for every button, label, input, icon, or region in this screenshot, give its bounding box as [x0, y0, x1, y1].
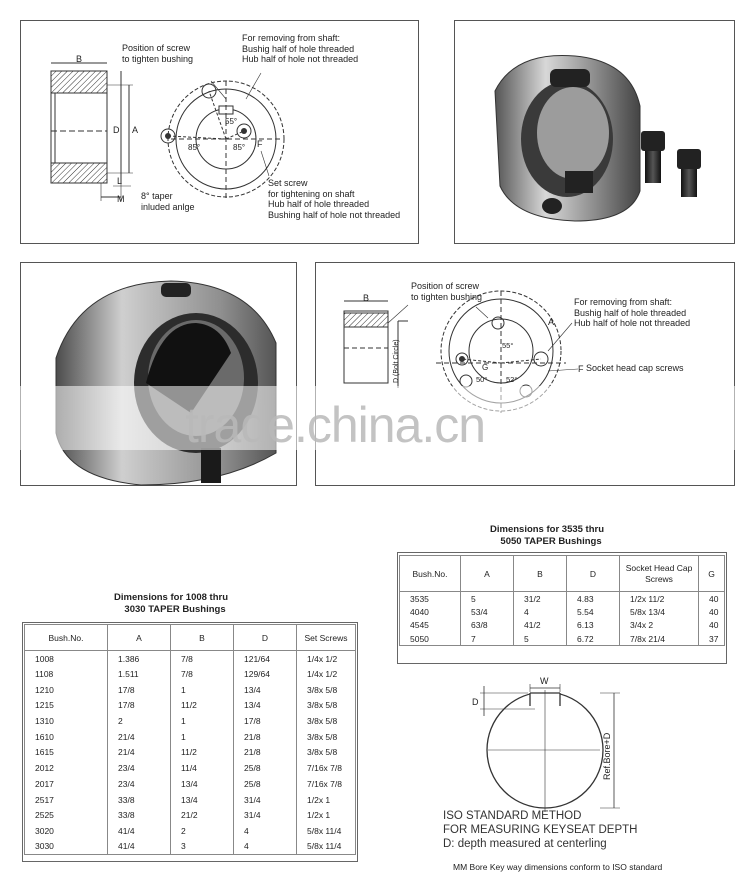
small-cell: 1/4x 1/2 [297, 666, 356, 682]
small-cell: 1/2x 1 [297, 807, 356, 823]
dim-f-label: F [257, 139, 263, 149]
large-cell: 5.54 [567, 605, 620, 619]
large-table-title-line1: Dimensions for 3535 thru [490, 524, 605, 535]
small-row [25, 713, 356, 729]
small-cell: 13/4 [234, 698, 297, 714]
small-header-b: B [171, 625, 234, 651]
keyseat-w-label: W [540, 676, 549, 686]
small-cell: 3/8x 5/8 [297, 682, 356, 698]
dim-a-label: A [132, 125, 139, 135]
small-row [25, 792, 356, 808]
removing-line1: For removing from shaft: [242, 33, 341, 43]
small-cell: 11/2 [171, 745, 234, 761]
dim-d-label: D [113, 125, 120, 135]
angle-55-label-2: 55° [502, 341, 514, 350]
small-cell: 3/8x 5/8 [297, 729, 356, 745]
large-cell: 5050 [400, 632, 461, 646]
small-cell: 13/4 [234, 682, 297, 698]
screw-position-2-line1: Position of screw [411, 281, 480, 291]
set-screw-note [268, 178, 400, 220]
large-row [400, 632, 725, 646]
small-row [25, 682, 356, 698]
small-cell: 17/8 [108, 698, 171, 714]
large-row [400, 605, 725, 619]
small-header-d: D [234, 625, 297, 651]
small-row [25, 745, 356, 761]
small-table-title [114, 592, 228, 616]
small-cell: 1/4x 1/2 [297, 651, 356, 667]
large-cell: 7/8x 21/4 [620, 632, 699, 646]
small-cell: 2517 [25, 792, 108, 808]
small-cell: 23/4 [108, 776, 171, 792]
removing-line3: Hub half of hole not threaded [242, 54, 359, 64]
large-cell: 53/4 [461, 605, 514, 619]
large-cell: 5 [461, 592, 514, 606]
small-header-screws: Set Screws [297, 625, 356, 651]
small-row [25, 760, 356, 776]
small-cell: 1 [171, 682, 234, 698]
screw-position-2-line2: to tighten bushing [411, 291, 483, 302]
angle-85-right-label: 85° [233, 143, 246, 152]
small-cell: 2012 [25, 760, 108, 776]
small-cell: 7/8 [171, 651, 234, 667]
large-cell: 5 [514, 632, 567, 646]
dim-b-label: B [76, 54, 83, 64]
bushing-photo [455, 21, 736, 245]
watermark-text: trade.china.cn [185, 397, 486, 453]
small-cell: 33/8 [108, 792, 171, 808]
small-cell: 41/4 [108, 839, 171, 855]
dim-g-label: G [482, 363, 489, 372]
small-cell: 3020 [25, 823, 108, 839]
small-header-bush: Bush.No. [25, 625, 108, 651]
small-cell: 1210 [25, 682, 108, 698]
large-cell: 37 [699, 632, 725, 646]
drawing-panel-small-bushing [20, 20, 419, 244]
small-cell: 1108 [25, 666, 108, 682]
keyseat-caption-line3: D: depth measured at centerling [443, 838, 607, 850]
small-cell: 1310 [25, 713, 108, 729]
small-cell: 1215 [25, 698, 108, 714]
large-table-title-line2: 5050 TAPER Bushings [500, 536, 602, 547]
small-cell: 21/8 [234, 745, 297, 761]
small-table-title-line1: Dimensions for 1008 thru [114, 592, 229, 603]
small-cell: 129/64 [234, 666, 297, 682]
cap-screws-note: Socket head cap screws [586, 363, 684, 373]
small-cell: 2 [171, 823, 234, 839]
small-cell: 21/4 [108, 729, 171, 745]
removing-note-2 [574, 297, 690, 329]
taper-note [141, 191, 195, 212]
small-cell: 1.511 [108, 666, 171, 682]
screw-position-note-2 [411, 281, 482, 302]
small-cell: 31/4 [234, 792, 297, 808]
small-cell: 41/4 [108, 823, 171, 839]
small-cell: 2 [108, 713, 171, 729]
small-cell: 21/8 [234, 729, 297, 745]
small-cell: 13/4 [171, 792, 234, 808]
removing-line2: Bushig half of hole threaded [242, 43, 355, 54]
small-specs-table [24, 624, 356, 855]
dim-a-label-2: A [548, 317, 555, 327]
large-header-d: D [567, 556, 620, 592]
large-cell: 6.13 [567, 619, 620, 633]
small-header-a: A [108, 625, 171, 651]
set-screw-line3: Hub half of hole threaded [268, 199, 370, 209]
small-cell: 5/8x 11/4 [297, 839, 356, 855]
small-cell: 7/8 [171, 666, 234, 682]
small-cell: 4 [234, 839, 297, 855]
set-screw-line2: for tightening on shaft [268, 188, 355, 199]
small-cell: 7/16x 7/8 [297, 760, 356, 776]
taper-line1: 8° taper [141, 191, 173, 201]
small-table-title-line2: 3030 TAPER Bushings [124, 604, 226, 615]
set-screw-line4: Bushing half of hole not threaded [268, 209, 401, 220]
large-cell: 5/8x 13/4 [620, 605, 699, 619]
large-specs-table [399, 555, 725, 646]
small-cell: 25/8 [234, 760, 297, 776]
large-cell: 4040 [400, 605, 461, 619]
small-cell: 2017 [25, 776, 108, 792]
angle-52-label: 52° [506, 375, 518, 384]
small-row [25, 651, 356, 667]
small-cell: 121/64 [234, 651, 297, 667]
angle-55-label: 55° [225, 117, 238, 126]
screw-position-line2: to tighten bushing [122, 53, 194, 64]
small-cell: 1 [171, 713, 234, 729]
small-cell: 1610 [25, 729, 108, 745]
large-header-screws: Socket Head Cap Screws [620, 556, 699, 592]
small-row [25, 698, 356, 714]
large-header-bush: Bush.No. [400, 556, 461, 592]
large-cell: 3/4x 2 [620, 619, 699, 633]
large-cell: 40 [699, 592, 725, 606]
taper-line2: inluded anlge [141, 201, 195, 212]
small-cell: 25/8 [234, 776, 297, 792]
small-cell: 21/2 [171, 807, 234, 823]
large-cell: 31/2 [514, 592, 567, 606]
large-header-g: G [699, 556, 725, 592]
small-row [25, 666, 356, 682]
small-row [25, 823, 356, 839]
small-cell: 1615 [25, 745, 108, 761]
small-cell: 13/4 [171, 776, 234, 792]
set-screw-line1: Set screw [268, 178, 308, 188]
keyseat-caption [443, 809, 637, 851]
photo-panel-bushing-with-screws [454, 20, 735, 244]
small-cell: 21/4 [108, 745, 171, 761]
large-cell: 41/2 [514, 619, 567, 633]
keyseat-caption-line1: ISO STANDARD METHOD [443, 810, 582, 822]
keyseat-d-label: D [472, 697, 479, 707]
keyseat-ref-bore-label: Ref.Bore+D [602, 732, 612, 780]
small-cell: 3 [171, 839, 234, 855]
small-cell: 1.386 [108, 651, 171, 667]
angle-85-left-label: 85° [188, 143, 201, 152]
dim-b-label-2: B [363, 293, 370, 303]
large-cell: 40 [699, 605, 725, 619]
removing-note [242, 33, 358, 65]
large-cell: 1/2x 11/2 [620, 592, 699, 606]
removing-2-line3: Hub half of hole not threaded [574, 318, 691, 328]
small-cell: 3/8x 5/8 [297, 713, 356, 729]
removing-2-line2: Bushig half of hole threaded [574, 307, 687, 318]
large-cell: 40 [699, 619, 725, 633]
small-cell: 3/8x 5/8 [297, 745, 356, 761]
small-cell: 7/16x 7/8 [297, 776, 356, 792]
screw-position-note [122, 43, 193, 64]
small-row [25, 776, 356, 792]
large-cell: 4 [514, 605, 567, 619]
small-cell: 3030 [25, 839, 108, 855]
small-row [25, 807, 356, 823]
small-cell: 23/4 [108, 760, 171, 776]
large-cell: 6.72 [567, 632, 620, 646]
small-cell: 33/8 [108, 807, 171, 823]
large-table-header-row [400, 556, 725, 592]
small-row [25, 839, 356, 855]
angle-50-label: 50° [476, 375, 488, 384]
screw-position-line1: Position of screw [122, 43, 191, 53]
keyseat-caption-line2: FOR MEASURING KEYSEAT DEPTH [443, 824, 638, 836]
small-cell: 31/4 [234, 807, 297, 823]
small-table-header-row [25, 625, 356, 651]
removing-2-line1: For removing from shaft: [574, 297, 673, 307]
small-cell: 17/8 [108, 682, 171, 698]
small-cell: 1008 [25, 651, 108, 667]
large-cell: 63/8 [461, 619, 514, 633]
small-cell: 5/8x 11/4 [297, 823, 356, 839]
dim-m-label: M [117, 194, 125, 204]
large-table-title [490, 524, 604, 548]
small-cell: 11/4 [171, 760, 234, 776]
large-cell: 7 [461, 632, 514, 646]
large-cell: 4545 [400, 619, 461, 633]
small-cell: 1 [171, 729, 234, 745]
large-row [400, 592, 725, 606]
small-row [25, 729, 356, 745]
small-cell: 11/2 [171, 698, 234, 714]
large-header-b: B [514, 556, 567, 592]
keyseat-footnote: MM Bore Key way dimensions conform to ISO standard [453, 862, 663, 872]
dim-bolt-circle-label: D (Bolt Circle) [393, 339, 400, 383]
dim-l-label: L [117, 176, 123, 186]
large-row [400, 619, 725, 633]
large-cell: 4.83 [567, 592, 620, 606]
small-cell: 3/8x 5/8 [297, 698, 356, 714]
small-cell: 1/2x 1 [297, 792, 356, 808]
large-cell: 3535 [400, 592, 461, 606]
small-cell: 17/8 [234, 713, 297, 729]
dim-f-label-2: F [578, 364, 584, 374]
small-cell: 4 [234, 823, 297, 839]
small-cell: 2525 [25, 807, 108, 823]
large-header-a: A [461, 556, 514, 592]
